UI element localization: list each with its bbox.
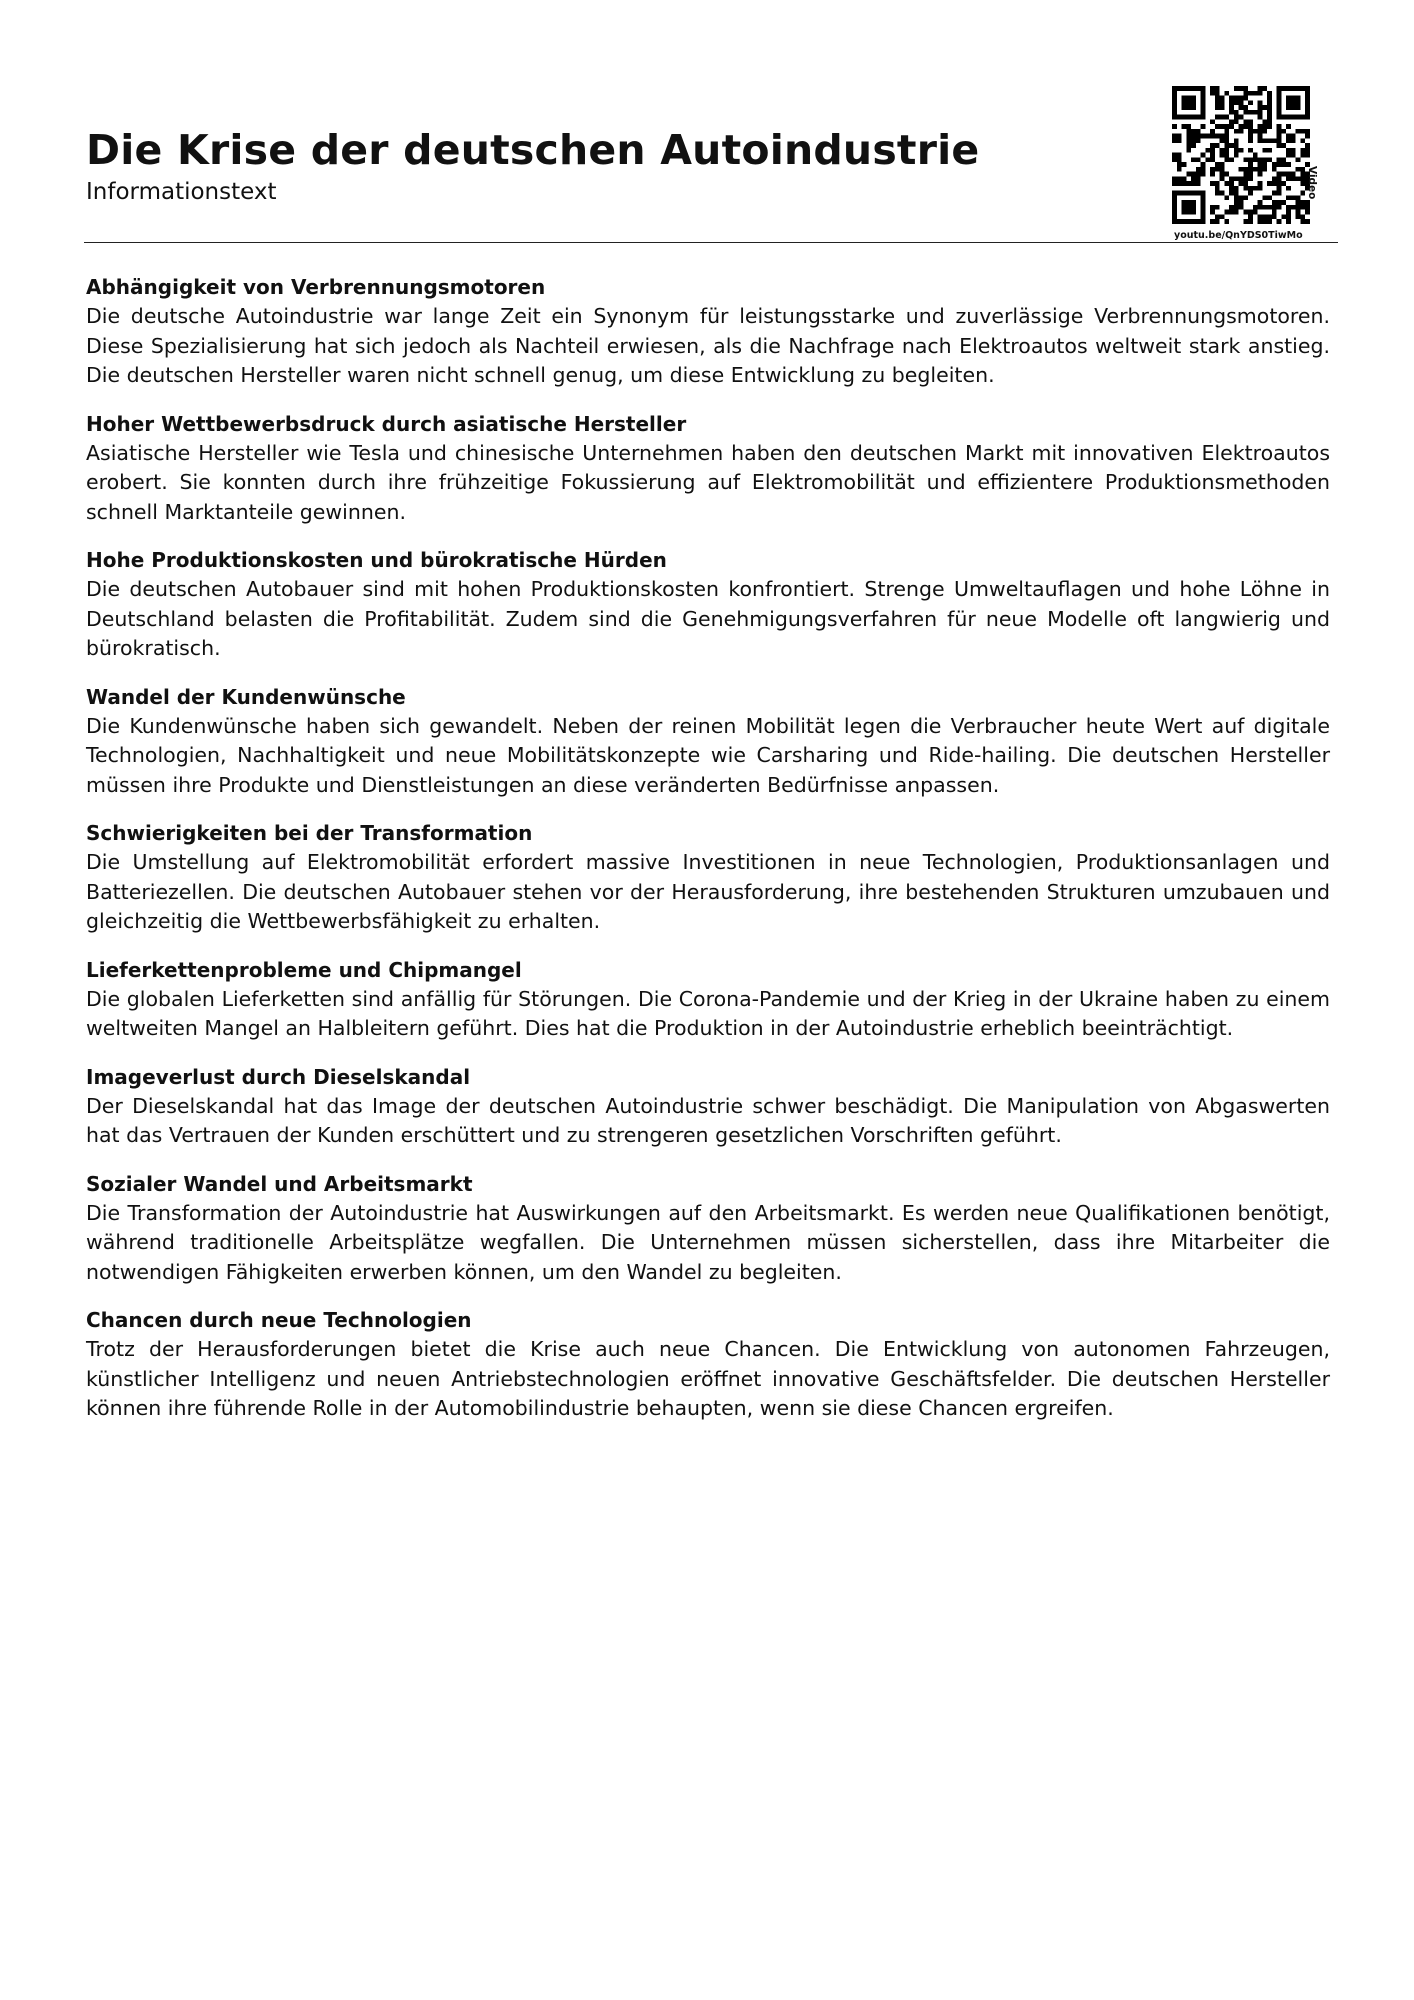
section-text: Die deutschen Autobauer sind mit hohen Produktionskosten konfrontiert. Strenge Umweltauflagen und hohe Löhne in Deutschland belasten die Profitabilität. Zudem sind die Genehmigungsverfahren für neue Modelle oft langwierig und bürokratisch. [86, 577, 1330, 660]
qr-link-caption[interactable]: youtu.be/QnYDS0TiwMo [1174, 230, 1303, 241]
document-header [86, 125, 979, 207]
section-text: Die Kundenwünsche haben sich gewandelt. Neben der reinen Mobilität legen die Verbraucher heute Wert auf digitale Technologien, Nachhaltigkeit und neue Mobilitätskonzepte wie Carsharing und Ride-hailing. Die deutschen Hersteller müssen ihre Produkte und Dienstleistungen an diese veränderten Bedürfnisse anpassen. [86, 713, 1330, 797]
section-heading: Lieferkettenprobleme und Chipmangel [86, 957, 522, 982]
section [86, 410, 1330, 528]
section-text: Die deutsche Autoindustrie war lange Zeit ein Synonym für leistungsstarke und zuverlässige Verbrennungsmotoren. Diese Spezialisierung hat sich jedoch als Nachteil erwiesen, als die Nachfrage nach Elektroautos weltweit stark anstieg. Die deutschen Hersteller waren nicht schnell genug, um diese Entwicklung zu begleiten. [86, 304, 1330, 387]
section-heading: Abhängigkeit von Verbrennungsmotoren [86, 275, 546, 299]
section [86, 273, 1330, 391]
section-text: Asiatische Hersteller wie Tesla und chinesische Unternehmen haben den deutschen Markt mit innovativen Elektroautos erobert. Sie konnten durch ihre frühzeitige Fokussierung auf Elektromobilität und effizientere Produktionsmethoden schnell Marktanteile gewinnen. [86, 440, 1330, 524]
section-heading: Hohe Produktionskosten und bürokratische Hürden [86, 548, 667, 572]
section [86, 1170, 1330, 1288]
section-heading: Sozialer Wandel und Arbeitsmarkt [86, 1171, 473, 1196]
section-heading: Hoher Wettbewerbsdruck durch asiatische Hersteller [86, 411, 687, 436]
section-text: Die globalen Lieferketten sind anfällig für Störungen. Die Corona-Pandemie und der Krieg in der Ukraine haben zu einem weltweiten Mangel an Halbleitern geführt. Dies hat die Produktion in der Autoindustrie erheblich beeinträchtigt. [86, 986, 1330, 1040]
section [86, 956, 1330, 1044]
header-divider [84, 242, 1338, 243]
section [86, 683, 1330, 801]
section-text: Der Dieselskandal hat das Image der deutschen Autoindustrie schwer beschädigt. Die Manipulation von Abgaswerten hat das Vertrauen der Kunden erschüttert und zu strengeren gesetzlichen Vorschriften geführt. [86, 1093, 1330, 1147]
section-heading: Schwierigkeiten bei der Transformation [86, 821, 533, 845]
qr-video-label: Video [1306, 166, 1318, 200]
section [86, 1063, 1330, 1151]
qr-code-icon[interactable] [1172, 86, 1310, 224]
section-heading: Wandel der Kundenwünsche [86, 684, 406, 709]
section [86, 546, 1330, 664]
section-text: Die Umstellung auf Elektromobilität erfordert massive Investitionen in neue Technologien, Produktionsanlagen und Batteriezellen. Die deutschen Autobauer stehen vor der Herausforderung, ihre bestehenden Strukturen umzubauen und gleichzeitig die Wettbewerbsfähigkeit zu erhalten. [86, 850, 1330, 933]
document-subtitle: Informationstext [86, 179, 277, 205]
document-body [86, 273, 1330, 1443]
section-heading: Chancen durch neue Technologien [86, 1308, 472, 1332]
section-text: Trotz der Herausforderungen bietet die Krise auch neue Chancen. Die Entwicklung von autonomen Fahrzeugen, künstlicher Intelligenz und neuen Antriebstechnologien eröffnet innovative Geschäftsfelder. Die deutschen Hersteller können ihre führende Rolle in der Automobilindustrie behaupten, wenn sie diese Chancen ergreifen. [86, 1337, 1330, 1420]
section [86, 819, 1330, 937]
document-title: Die Krise der deutschen Autoindustrie [86, 126, 980, 174]
section-text: Die Transformation der Autoindustrie hat Auswirkungen auf den Arbeitsmarkt. Es werden neue Qualifikationen benötigt, während traditionelle Arbeitsplätze wegfallen. Die Unternehmen müssen sicherstellen, dass ihre Mitarbeiter die notwendigen Fähigkeiten erwerben können, um den Wandel zu begleiten. [86, 1200, 1330, 1284]
section-heading: Imageverlust durch Dieselskandal [86, 1064, 471, 1089]
section [86, 1306, 1330, 1424]
